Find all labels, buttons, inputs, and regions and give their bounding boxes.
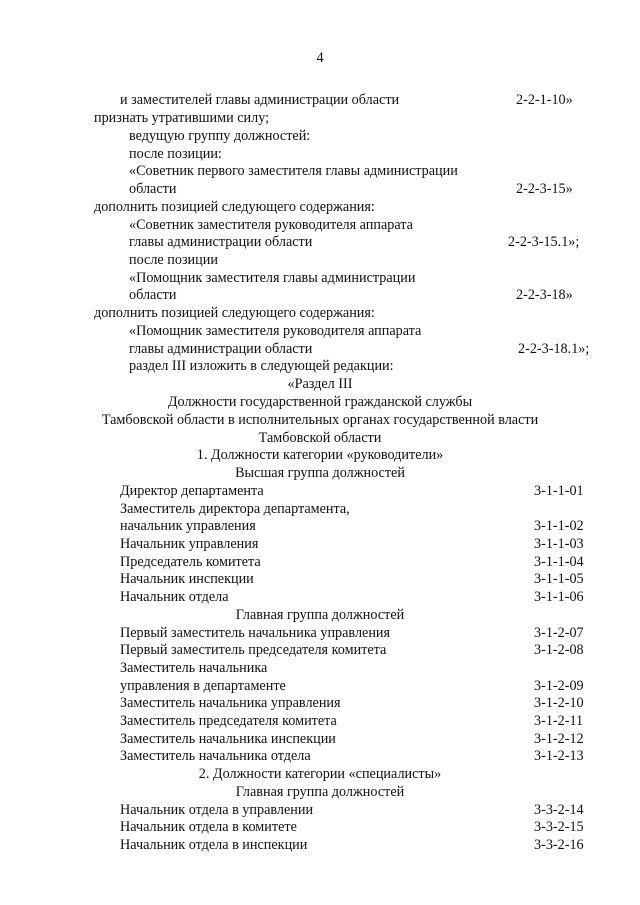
section-title: «Раздел III <box>287 376 353 392</box>
intro-line: «Советник первого заместителя главы администрации <box>129 163 458 179</box>
position-code: 3-1-1-01 <box>534 483 584 499</box>
position-name: управления в департаменте <box>120 678 286 694</box>
position-name: начальник управления <box>120 518 256 534</box>
section-subtitle: Должности государственной гражданской службы <box>167 394 473 410</box>
intro-line: главы администрации области <box>129 341 313 357</box>
position-code: 3-1-2-10 <box>534 695 584 711</box>
group-heading: Главная группа должностей <box>235 607 405 623</box>
position-code: 3-1-2-11 <box>534 713 584 729</box>
position-name: Начальник управления <box>120 536 259 552</box>
position-code: 3-1-2-13 <box>534 748 584 764</box>
position-code: 3-1-1-03 <box>534 536 584 552</box>
position-code: 2-2-3-15» <box>516 181 573 197</box>
position-name: Заместитель начальника отдела <box>120 748 311 764</box>
intro-line: и заместителей главы администрации области <box>120 92 400 108</box>
intro-line: ведущую группу должностей: <box>129 128 311 144</box>
position-code: 3-1-2-08 <box>534 642 584 658</box>
intro-line: дополнить позицией следующего содержания: <box>94 305 375 321</box>
category-heading: 1. Должности категории «руководители» <box>196 447 444 463</box>
intro-line: после позиции <box>129 252 218 268</box>
position-name: Начальник инспекции <box>120 571 254 587</box>
position-name: Начальник отдела <box>120 589 229 605</box>
category-heading: 2. Должности категории «специалисты» <box>198 766 442 782</box>
position-name: Начальник отдела в управлении <box>120 802 314 818</box>
position-code: 2-2-3-18.1»; <box>518 341 590 357</box>
intro-line: области <box>129 181 177 197</box>
position-code: 3-1-2-09 <box>534 678 584 694</box>
group-heading: Главная группа должностей <box>235 784 405 800</box>
section-subtitle: Тамбовской области в исполнительных органах государственной власти <box>101 412 539 428</box>
intro-line: главы администрации области <box>129 234 313 250</box>
position-code: 3-1-1-06 <box>534 589 584 605</box>
position-name: Первый заместитель начальника управления <box>120 625 391 641</box>
position-code: 3-3-2-15 <box>534 819 584 835</box>
section-subtitle: Тамбовской области <box>258 430 382 446</box>
position-code: 3-1-2-07 <box>534 625 584 641</box>
position-name: Начальник отдела в комитете <box>120 819 297 835</box>
intro-line: после позиции: <box>129 146 222 162</box>
position-code: 3-3-2-14 <box>534 802 584 818</box>
position-code: 2-2-3-18» <box>516 287 573 303</box>
intro-line: области <box>129 287 177 303</box>
position-name: Первый заместитель председателя комитета <box>120 642 387 658</box>
group-heading: Высшая группа должностей <box>235 465 405 481</box>
position-name: Заместитель директора департамента, <box>120 501 350 517</box>
position-name: Заместитель начальника инспекции <box>120 731 336 747</box>
position-code: 3-1-2-12 <box>534 731 584 747</box>
position-name: Заместитель председателя комитета <box>120 713 337 729</box>
position-code: 2-2-3-15.1»; <box>508 234 580 250</box>
position-code: 3-3-2-16 <box>534 837 584 853</box>
position-name: Заместитель начальника <box>120 660 268 676</box>
position-code: 3-1-1-02 <box>534 518 584 534</box>
position-name: Начальник отдела в инспекции <box>120 837 308 853</box>
intro-line: дополнить позицией следующего содержания: <box>94 199 375 215</box>
position-name: Председатель комитета <box>120 554 261 570</box>
position-code: 3-1-1-05 <box>534 571 584 587</box>
intro-line: раздел III изложить в следующей редакции: <box>129 358 394 374</box>
intro-line: «Помощник заместителя руководителя аппарата <box>129 323 422 339</box>
position-name: Заместитель начальника управления <box>120 695 341 711</box>
position-code: 2-2-1-10» <box>516 92 573 108</box>
intro-line: признать утратившими силу; <box>94 110 270 126</box>
intro-line: «Советник заместителя руководителя аппарата <box>129 217 413 233</box>
page-number: 4 <box>316 50 324 66</box>
position-code: 3-1-1-04 <box>534 554 584 570</box>
intro-line: «Помощник заместителя главы администрации <box>129 270 416 286</box>
position-name: Директор департамента <box>120 483 264 499</box>
